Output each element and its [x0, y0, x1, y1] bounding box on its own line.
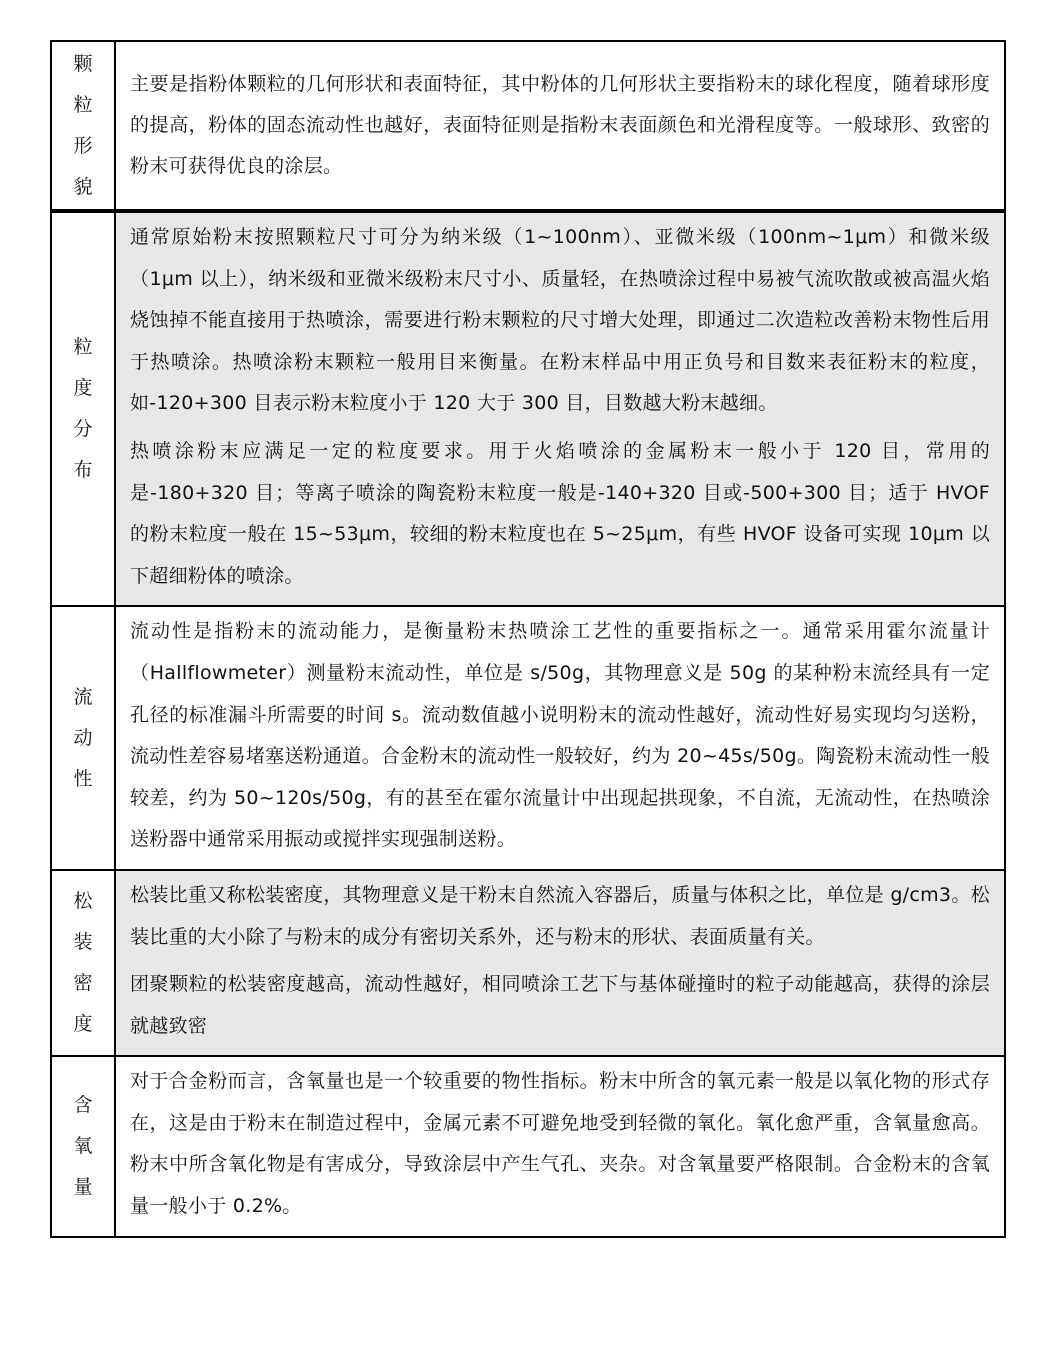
- label-char: 氧: [73, 1134, 93, 1157]
- paragraph: 主要是指粉体颗粒的几何形状和表面特征，其中粉体的几何形状主要指粉末的球化程度，随着球形度的提高，粉体的固态流动性也越好，表面特征则是指粉末表面颜色和光滑程度等。一般球形、致密的粉末可获得优良的涂层。: [130, 73, 990, 177]
- row-label-particle-morphology: [52, 42, 116, 209]
- label-char: 分: [73, 418, 93, 441]
- table-row-flowability: [52, 607, 1004, 871]
- label-char: 性: [73, 767, 93, 790]
- label-char: 松: [73, 890, 93, 913]
- paragraph: 流动性是指粉末的流动能力，是衡量粉末热喷涂工艺性的重要指标之一。通常采用霍尔流量计（Hallflowmeter）测量粉末流动性，单位是 s/50g，其物理意义是 50g 的某种粉末流经具有一定孔径的标准漏斗所需要的时间 s。流动数值越小说明粉末的流动性越好，流动性好易实现均匀送粉，流动性差容易堵塞送粉通道。合金粉末的流动性一般较好，约为 20~45s/50g。陶瓷粉末流动性一般较差，约为 50~120s/50g，有的甚至在霍尔流量计中出现起拱现象，不自流，无流动性，在热喷涂送粉器中通常采用振动或搅拌实现强制送粉。: [130, 620, 990, 851]
- table-row-particle-morphology: [52, 42, 1004, 213]
- label-char: 动: [73, 726, 93, 749]
- label-char: 粒: [73, 336, 93, 359]
- label-char: 度: [73, 1013, 93, 1036]
- table-row-particle-size-distribution: [52, 213, 1004, 607]
- table-row-oxygen-content: [52, 1057, 1004, 1237]
- label-char: 度: [73, 377, 93, 400]
- paragraph: 热喷涂粉末应满足一定的粒度要求。用于火焰喷涂的金属粉末一般小于 120 目，常用的是-180+320 目；等离子喷涂的陶瓷粉末粒度一般是-140+320 目或-500+300 目；适于 HVOF 的粉末粒度一般在 15~53μm，较细的粉末粒度也在 5~25μm，有些 HVOF 设备可实现 10μm 以下超细粉体的喷涂。: [130, 439, 990, 587]
- label-char: 量: [73, 1175, 93, 1198]
- paragraph: 团聚颗粒的松装密度越高，流动性越好，相同喷涂工艺下与基体碰撞时的粒子动能越高，获得的涂层就越致密: [130, 973, 990, 1037]
- label-char: 含: [73, 1093, 93, 1116]
- row-content-apparent-density: [116, 871, 1004, 1055]
- row-label-flowability: [52, 607, 116, 869]
- row-label-particle-size-distribution: [52, 213, 116, 605]
- label-char: 形: [73, 134, 93, 157]
- row-label-apparent-density: [52, 871, 116, 1055]
- paragraph: 通常原始粉末按照颗粒尺寸可分为纳米级（1~100nm）、亚微米级（100nm~1μm）和微米级（1μm 以上），纳米级和亚微米级粉末尺寸小、质量轻，在热喷涂过程中易被气流吹散或被高温火焰烧蚀掉不能直接用于热喷涂，需要进行粉末颗粒的尺寸增大处理，即通过二次造粒改善粉末物性后用于热喷涂。热喷涂粉末颗粒一般用目来衡量。在粉末样品中用正负号和目数来表征粉末的粒度，如-120+300 目表示粉末粒度小于 120 大于 300 目，目数越大粉末越细。: [130, 226, 990, 415]
- row-content-flowability: [116, 607, 1004, 869]
- label-char: 装: [73, 931, 93, 954]
- label-char: 流: [73, 685, 93, 708]
- row-label-oxygen-content: [52, 1057, 116, 1235]
- paragraph: 对于合金粉而言，含氧量也是一个较重要的物性指标。粉末中所含的氧元素一般是以氧化物的形式存在，这是由于粉末在制造过程中，金属元素不可避免地受到轻微的氧化。氧化愈严重，含氧量愈高。粉末中所含氧化物是有害成分，导致涂层中产生气孔、夹杂。对含氧量要严格限制。合金粉末的含氧量一般小于 0.2%。: [130, 1070, 990, 1218]
- label-char: 颗: [73, 52, 93, 75]
- row-content-oxygen-content: [116, 1057, 1004, 1235]
- row-content-particle-morphology: [116, 42, 1004, 209]
- row-content-particle-size-distribution: [116, 213, 1004, 605]
- label-char: 貌: [73, 175, 93, 198]
- label-char: 密: [73, 972, 93, 995]
- paragraph: 松装比重又称松装密度，其物理意义是干粉末自然流入容器后，质量与体积之比，单位是 g/cm3。松装比重的大小除了与粉末的成分有密切关系外，还与粉末的形状、表面质量有关。: [130, 883, 990, 948]
- label-char: 布: [73, 459, 93, 482]
- label-char: 粒: [73, 93, 93, 116]
- table-row-apparent-density: [52, 871, 1004, 1057]
- properties-table: [50, 40, 1006, 1238]
